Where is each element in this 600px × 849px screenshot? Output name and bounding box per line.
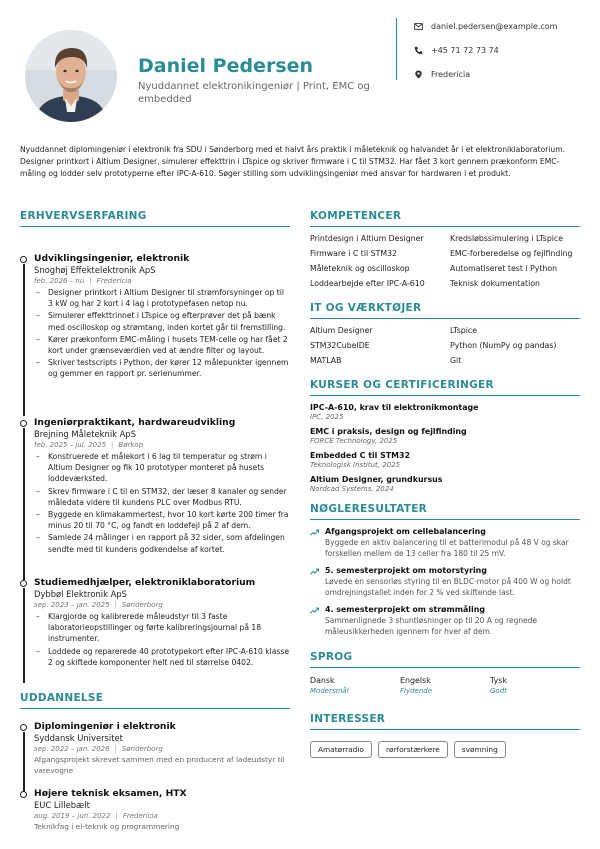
skills-list [310,234,580,288]
location-pin-icon [414,70,423,79]
result-description: Sammenlignede 3 shuntløsninger op til 20 A og regnede måleusikkerheden igennem for hver af dem. [325,616,538,636]
experience-meta: feb. 2026 – nu | Fredericia [34,277,132,285]
candidate-name: Daniel Pedersen [138,55,314,77]
mail-icon [414,22,423,31]
interest-tag: svømning [454,741,506,758]
result-title: 4. semesterprojekt om strømmåling [325,605,485,614]
section-title-experience: ERHVERVSERFARING [20,210,290,227]
experience-bullet: – Samlede 24 målinger i en rapport på 32 sider, som afdelingen sendte med til kundens godkendelse af kortet. [34,532,290,554]
profile-photo-illustration [25,30,117,122]
timeline-line [23,264,25,416]
experience-role: Udviklingsingeniør, elektronik [34,253,190,264]
language-level: Godt [490,687,507,695]
courses-list [310,403,580,493]
contact-phone-text: +45 71 72 73 74 [431,46,499,55]
phone-icon [414,46,423,55]
languages-list [310,676,580,695]
education-school: EUC Lillebælt [34,800,90,810]
experience-timeline [20,227,290,692]
language-name: Tysk [490,676,507,685]
result-description: Løvede en sensorløs styring til en BLDC-motor på 400 W og holdt omdrejningstallet inden for 2 % ved skiftende last. [325,577,571,597]
section-title-skills: KOMPETENCER [310,210,580,227]
experience-bullets [34,451,290,555]
tool-item: Python (NumPy og pandas) [450,341,557,350]
experience-bullets [34,611,290,668]
skill-item: Kredsløbssimulering i LTspice [450,234,564,243]
experience-place: Fredericia [96,277,132,285]
experience-meta: sep. 2023 – jan. 2025 | Sønderborg [34,601,163,609]
resume-header [0,0,600,130]
education-place: Fredericia [122,812,158,820]
result-title: 5. semesterprojekt om motorstyring [325,566,487,575]
experience-role: Studiemedhjælper, elektroniklaboratorium [34,577,256,588]
education-item [20,721,290,776]
result-title: Afgangsprojekt om cellebalancering [325,527,486,536]
education-description: Afgangsprojekt skrevet sammen med en producent af ladeudstyr til varevogne [34,755,285,775]
course-meta: IPC, 2025 [310,413,344,421]
education-place: Sønderborg [121,745,163,753]
timeline-dot [20,580,27,587]
experience-bullet: – Konstruerede et målekort i 6 lag til temperatur og strøm i Altium Designer og fik 10 prototyper monteret på husets loddeværksted. [34,451,290,485]
experience-date: feb. 2025 – jul. 2025 [34,441,107,449]
course-name: Altium Designer, grundkursus [310,475,443,484]
trend-up-icon [310,568,319,575]
education-degree: Højere teknisk eksamen, HTX [34,788,187,799]
skill-item: Automatiseret test i Python [450,264,558,273]
experience-item [20,577,290,669]
section-title-interests: INTERESSER [310,713,580,730]
skill-item: Printdesign i Altium Designer [310,234,424,243]
section-title-courses: KURSER OG CERTIFICERINGER [310,379,580,396]
profile-summary: Nyuddannet diplomingeniør i elektronik fra SDU i Sønderborg med et halvt års praktik i måleteknik og halvandet år i et elektroniklaboratorium. Designer printkort i Altium Designer, simulerer effekttrin i LTspice og skriver firmware i C til STM32. Har fået 3 kort gennem prækonform EMC-måling og lodder selv prototyperne efter IPC-A-610. Søger stilling som udviklingsingeniør med ansvar for hardwaren i et produkt. [20,145,565,179]
profile-photo [25,30,117,122]
education-meta: aug. 2019 – jun. 2022 | Fredericia [34,812,158,820]
interest-tag: rørforstærkere [378,741,448,758]
experience-bullet: – Byggede en klimakammertest, hvor 10 kort kørte 200 timer fra minus 20 til 70 °C, og fandt en loddefejl på 2 af dem. [34,509,290,531]
candidate-subtitle: Nyuddannet elektronikingeniør | Print, EMC og embedded [138,81,370,105]
language-level: Flydende [400,687,433,695]
result-description: Byggede en aktiv balancering til et batterimodul på 48 V og skar forskellen mellem de 13 celler fra 180 til 25 mV. [325,538,569,558]
experience-bullet: – Skrev firmware i C til en STM32, der læser 8 kanaler og sender måledata videre til kundens PLC over Modbus RTU. [34,486,290,508]
experience-bullet: – Skriver testscripts i Python, der kører 12 målepunkter igennem og gemmer en rapport pr. serienummer. [34,357,290,379]
education-date: aug. 2019 – jun. 2022 [34,812,111,820]
result-item [310,605,580,637]
tool-item: LTspice [450,326,478,335]
contact-location [414,70,470,79]
education-date: sep. 2022 – jan. 2026 [34,745,110,753]
experience-bullet: – Kører prækonform EMC-måling i husets TEM-celle og har fået 2 kort under grænseværdien ved at ændre filter og layout. [34,334,290,356]
tools-list [310,326,580,365]
course-meta: FORCE Technology, 2025 [310,437,398,445]
experience-date: feb. 2026 – nu [34,277,85,285]
section-title-results: NØGLERESULTATER [310,503,580,520]
tool-item: STM32CubeIDE [310,341,370,350]
timeline-dot [20,724,27,731]
timeline-line [23,732,25,792]
contact-email[interactable] [414,22,557,31]
experience-date: sep. 2023 – jan. 2025 [34,601,110,609]
timeline-dot [20,420,27,427]
trend-up-icon [310,607,319,614]
trend-up-icon [310,529,319,536]
experience-org: Snoghøj Effektelektronik ApS [34,265,156,275]
tool-item: MATLAB [310,356,342,365]
course-name: IPC-A-610, krav til elektronikmontage [310,403,479,412]
experience-org: Brejning Måleteknik ApS [34,429,137,439]
interests-list [310,741,580,758]
result-item [310,527,580,559]
education-school: Syddansk Universitet [34,733,123,743]
skill-item: Måleteknik og oscilloskop [310,264,410,273]
timeline-line [23,428,25,580]
experience-bullets [34,287,290,380]
result-item [310,566,580,598]
course-meta: Nordcad Systems, 2024 [310,485,394,493]
contact-phone[interactable] [414,46,499,55]
language-level: Modersmål [310,687,349,695]
experience-bullet: – Klargjorde og kalibrerede måleudstyr til 3 faste laboratorieopstillinger og førte kalibreringsjournal på 18 instrumenter. [34,611,290,645]
experience-meta: feb. 2025 – jul. 2025 | Børkop [34,441,144,449]
experience-bullet: – Simulerer effekttrinnet i LTspice og efterprøver det på bænk med oscilloskop og strømtang, inden kortet går til fremstilling. [34,310,290,332]
tool-item: Git [450,356,462,365]
course-name: EMC i praksis, design og fejlfinding [310,427,467,436]
language-item [490,676,580,695]
education-timeline [20,709,290,839]
education-degree: Diplomingeniør i elektronik [34,721,176,732]
experience-org: Dybbøl Elektronik ApS [34,589,127,599]
course-name: Embedded C til STM32 [310,451,411,460]
skill-item: Firmware i C til STM32 [310,249,398,258]
language-name: Engelsk [400,676,431,685]
language-item [310,676,400,695]
skill-item: Loddearbejde efter IPC-A-610 [310,279,425,288]
interest-tag: Amatørradio [310,741,372,758]
experience-role: Ingeniørpraktikant, hardwareudvikling [34,417,236,428]
experience-place: Børkop [118,441,144,449]
left-column [20,210,290,839]
education-item [20,788,290,832]
timeline-line [23,588,25,683]
contact-location-text: Fredericia [431,70,471,79]
skill-item: EMC-forberedelse og fejlfinding [450,249,573,258]
experience-place: Sønderborg [121,601,163,609]
timeline-dot [20,791,27,798]
course-meta: Teknologisk Institut, 2025 [310,461,401,469]
education-description: Teknikfag i el-teknik og programmering [34,822,180,831]
experience-item [20,253,290,381]
results-list [310,527,580,637]
experience-item [20,417,290,556]
contact-email-text: daniel.pedersen@example.com [431,22,558,31]
section-title-education: UDDANNELSE [20,692,290,709]
right-column [310,210,580,758]
header-divider [396,18,397,80]
skill-item: Teknisk dokumentation [450,279,540,288]
language-item [400,676,490,695]
experience-bullet: – Designer printkort i Altium Designer til strømforsyninger op til 3 kW og har 2 kort i 4 lag i prototypefasen netop nu. [34,287,290,309]
tool-item: Altium Designer [310,326,373,335]
section-title-languages: SPROG [310,651,580,668]
education-meta: sep. 2022 – jan. 2026 | Sønderborg [34,745,163,753]
experience-bullet: – Loddede og reparerede 40 prototypekort efter IPC-A-610 klasse 2 og skiftede komponenter helt ned til størrelse 0402. [34,646,290,668]
section-title-tools: IT OG VÆRKTØJER [310,302,580,319]
timeline-dot [20,256,27,263]
language-name: Dansk [310,676,335,685]
